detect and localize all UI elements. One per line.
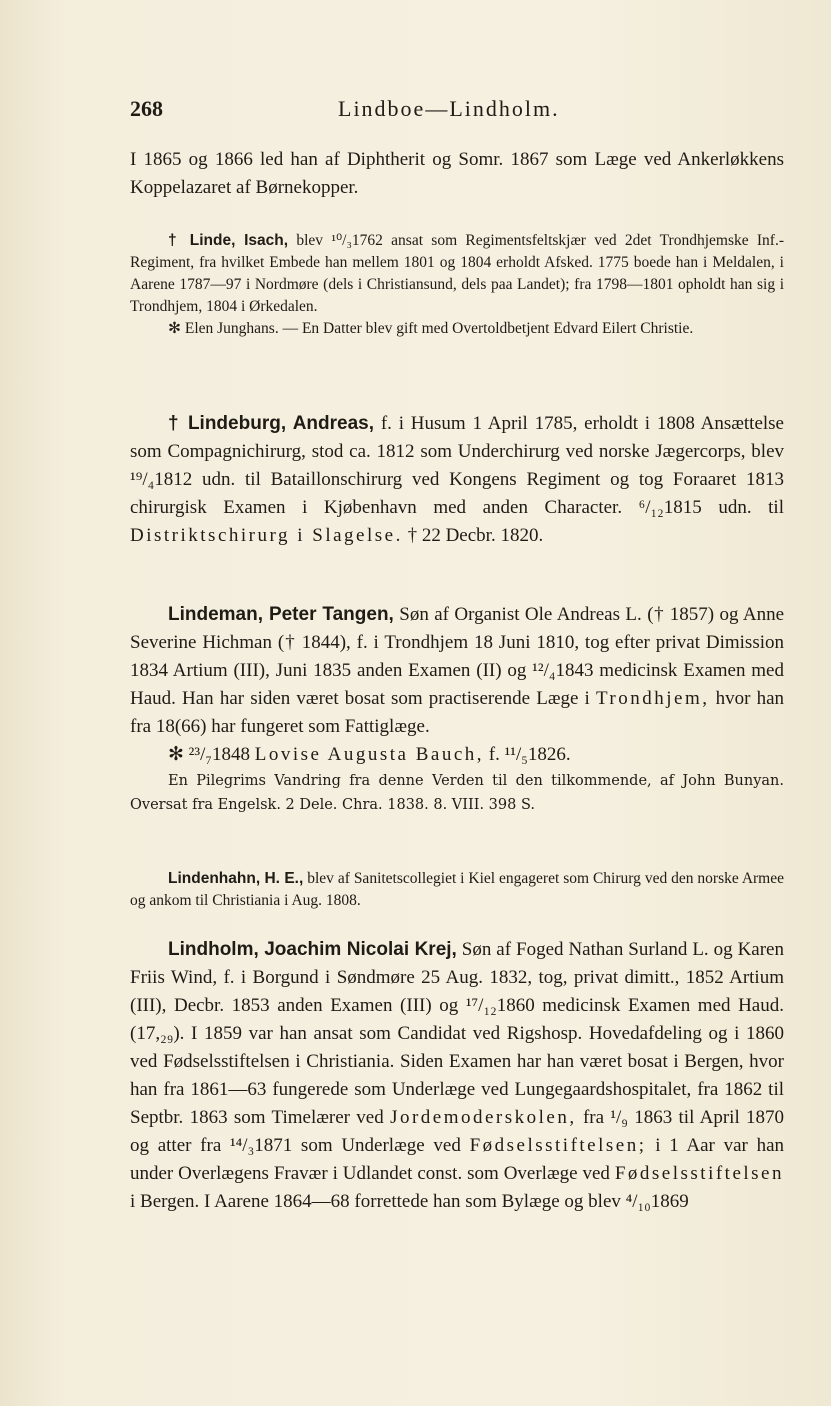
entry-lindeman-body: [130, 601, 784, 741]
entry-lindeburg-death: † 22 Decbr. 1820.: [407, 525, 544, 546]
entry-lindholm-text2: fra ¹/₉ 1863 til April 1870 og atter fra ¹⁴/₃1871 som Underlæge ved: [130, 1107, 785, 1156]
entry-lindeman-text2: hvor han fra 18(66) har fungeret som Fattiglæge.: [130, 688, 785, 737]
entry-linde-wife: ✻ Elen Junghans. — En Datter blev gift med Overtoldbetjent Edvard Eilert Christie.: [168, 320, 694, 337]
entry-lindholm-institution: Fødselsstiftelsen;: [469, 1135, 647, 1156]
entry-lindeburg-office: Distriktschirurg i Slagelse.: [130, 525, 403, 546]
entry-lindholm-text: Søn af Foged Nathan Surland L. og Karen Friis Wind, f. i Borgund i Søndmøre 25 Aug. 1832, tog, privat dimitt., 1852 Artium (III), Decbr. 1853 anden Examen (III) og ¹⁷/₁₂1860 medicinsk Examen med Haud. (17,₂₉). I 1859 var han ansat som Candidat ved Rigshosp. Hovedafdeling og i 1860 ved Fødselsstiftelsen i Christiania. Siden Examen har han været bosat i Bergen, hvor han fra 1861—63 fungerede som Underlæge ved Lungegaardshospitalet, fra 1862 til Septbr. 1863 som Timelærer ved: [130, 939, 784, 1128]
entry-lindholm-body: [130, 936, 784, 1216]
page-number: 268: [130, 96, 163, 121]
entry-lindholm-text4: i Bergen. I Aarene 1864—68 forrettede han som Bylæge og blev ⁴/₁₀1869: [130, 1191, 689, 1212]
wife-date: ✻ ²³/₇1848: [168, 744, 250, 765]
wife-name: Lovise Augusta Bauch,: [254, 744, 484, 765]
entry-linde-text: blev ¹⁰/₃1762 ansat som Regimentsfeltskjær ved 2det Trondhjemske Inf.-Regiment, fra hvilket Embede han mellem 1801 og 1804 erholdt Afsked. 1775 boede han i Meldalen, i Aarene 1787—97 i Nordmøre (dels i Christiansund, dels paa Landet); fra 1798—1801 opholdt han sig i Trondhjem, 1804 i Ørkedalen.: [130, 232, 785, 315]
entry-lindholm: [130, 936, 784, 1216]
entry-lindenhahn-body: [130, 868, 784, 912]
entry-lindeman-city: Trondhjem,: [595, 688, 710, 709]
entry-lindeburg: [130, 410, 784, 550]
entry-lindeburg-body: [130, 410, 784, 550]
headword-lindeman: Lindeman, Peter Tangen,: [168, 604, 394, 625]
running-title: Lindboe—Lindholm.: [338, 96, 560, 121]
continuation-text: I 1865 og 1866 led han af Diphtherit og Somr. 1867 som Læge ved Ankerløkkens Koppelazaret af Børnekopper.: [130, 149, 784, 198]
entry-lindholm-text3: i 1 Aar var han under Overlægens Fravær i Udlandet const. som Overlæge ved: [130, 1135, 785, 1184]
entry-lindenhahn-text: blev af Sanitetscollegiet i Kiel engageret som Chirurg ved den norske Armee og ankom til Christiania i Aug. 1808.: [130, 870, 785, 909]
entry-lindenhahn: [130, 868, 784, 912]
wife-birth: f. ¹¹/₅1826.: [488, 744, 571, 765]
entry-lindeman: [130, 601, 784, 817]
entry-lindeman-text: Søn af Organist Ole Andreas L. († 1857) og Anne Severine Hichman († 1844), f. i Trondhjem 18 Juni 1810, tog efter privat Dimission 1834 Artium (III), Juni 1835 anden Examen (II) og ¹²/₄1843 medicinsk Examen med Haud. Han har siden været bosat som practiserende Læge i: [130, 604, 784, 709]
entry-lindholm-institution2: Fødselsstiftelsen: [614, 1163, 784, 1184]
headword-lindholm: Lindholm, Joachim Nicolai Krej,: [168, 939, 457, 960]
headword-lindenhahn: Lindenhahn, H. E.,: [168, 870, 304, 887]
entry-lindeman-publication: En Pilegrims Vandring fra denne Verden til den tilkommende, af John Bunyan. Oversat fra Engelsk. 2 Dele. Chra. 1838. 8. VIII. 398 S.: [130, 773, 784, 813]
entry-linde-body: [130, 230, 784, 318]
entry-continuation: [130, 146, 784, 202]
headword-linde: † Linde, Isach,: [168, 232, 289, 249]
entry-lindeman-wife: [130, 741, 784, 769]
page-header: [130, 96, 784, 130]
entry-lindeburg-text: f. i Husum 1 April 1785, erholdt i 1808 Ansættelse som Compagnichirurg, stod ca. 1812 som Underchirurg ved norske Jægercorps, blev ¹⁹/₄1812 udn. til Bataillonschirurg ved Kongens Regiment og tog Foraaret 1813 chirurgisk Examen i Kjøbenhavn med anden Character. ⁶/₁₂1815 udn. til: [130, 413, 784, 518]
entry-linde: [130, 230, 784, 340]
headword-lindeburg: † Lindeburg, Andreas,: [168, 413, 375, 434]
entry-lindholm-school: Jordemoderskolen,: [390, 1107, 577, 1128]
